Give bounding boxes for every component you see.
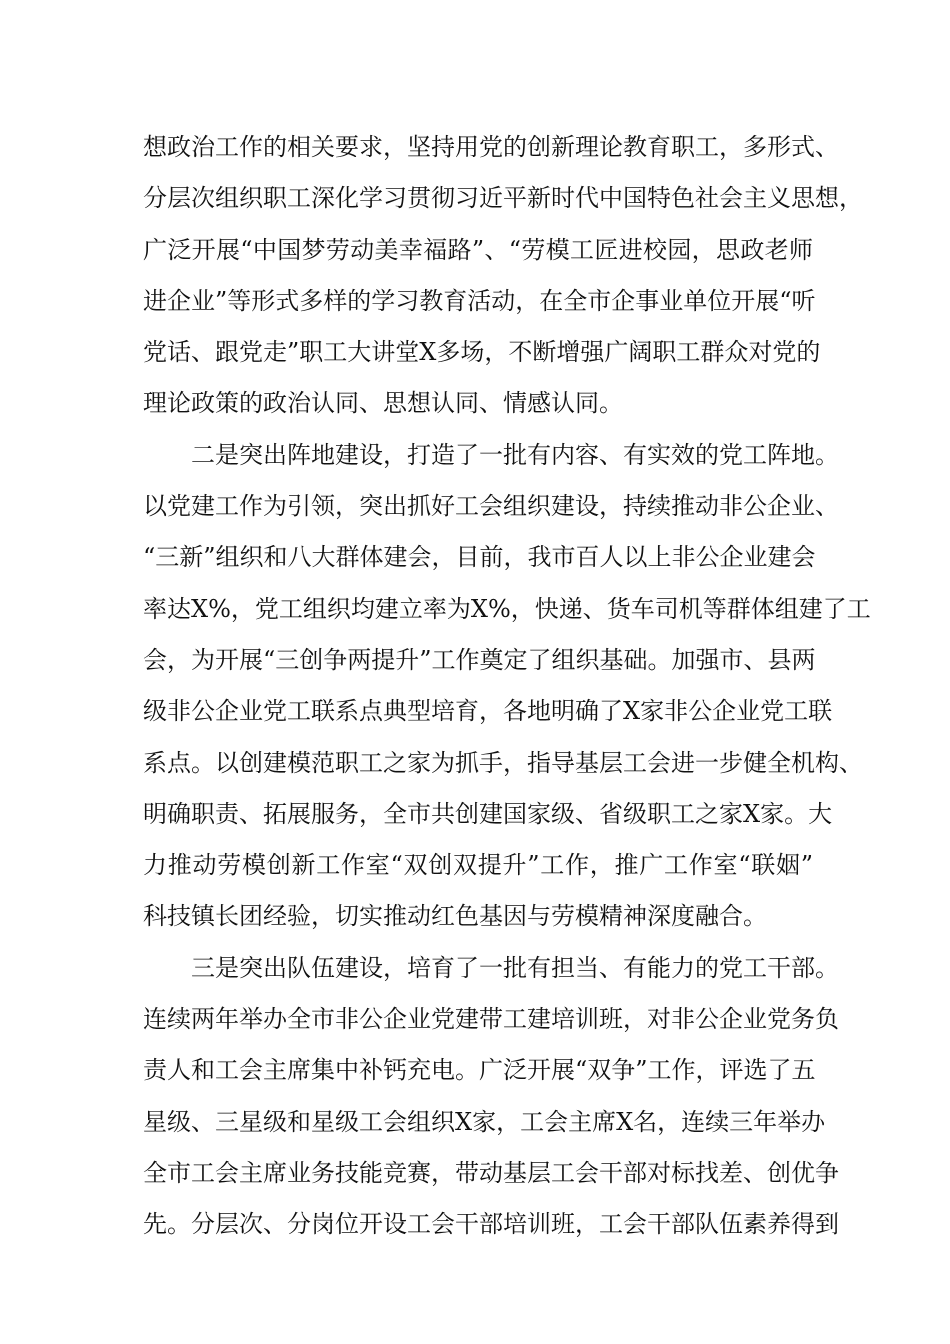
text-line: 科技镇长团经验，切实推动红色基因与劳模精神深度融合。 xyxy=(143,902,767,931)
text-line: 想政治工作的相关要求，坚持用党的创新理论教育职工，多形式、 xyxy=(143,133,839,161)
text-line: “三新”组织和八大群体建会，目前，我市百人以上非公企业建会 xyxy=(143,543,816,572)
text-line: 星级、三星级和星级工会组织X家，工会主席X名，连续三年举办 xyxy=(143,1107,826,1136)
paragraph-first-line: 三是突出队伍建设，培育了一批有担当、有能力的党工干部。 xyxy=(191,953,839,982)
text-line: 进企业”等形式多样的学习教育活动，在全市企事业单位开展“听 xyxy=(143,286,816,315)
text-line: 全市工会主席业务技能竞赛，带动基层工会干部对标找差、创优争 xyxy=(143,1158,839,1187)
body-text xyxy=(143,122,871,1251)
text-line: 率达X%，党工组织均建立率为X%，快递、货车司机等群体组建了工 xyxy=(143,594,871,623)
text-line: 责人和工会主席集中补钙充电。广泛开展“双争”工作，评选了五 xyxy=(143,1056,816,1085)
text-line: 广泛开展“中国梦劳动美幸福路”、“劳模工匠进校园，思政老师 xyxy=(143,235,813,264)
text-line: 会，为开展“三创争两提升”工作奠定了组织基础。加强市、县两 xyxy=(143,645,816,674)
text-line: 理论政策的政治认同、思想认同、情感认同。 xyxy=(143,389,623,418)
text-line: 力推动劳模创新工作室“双创双提升”工作，推广工作室“联姻” xyxy=(143,851,813,880)
paragraph-first-line: 二是突出阵地建设，打造了一批有内容、有实效的党工阵地。 xyxy=(191,440,839,469)
text-line: 分层次组织职工深化学习贯彻习近平新时代中国特色社会主义思想， xyxy=(143,184,863,213)
text-line: 明确职责、拓展服务，全市共创建国家级、省级职工之家X家。大 xyxy=(143,799,833,828)
text-line: 先。分层次、分岗位开设工会干部培训班，工会干部队伍素养得到 xyxy=(143,1210,839,1239)
text-line: 连续两年举办全市非公企业党建带工建培训班，对非公企业党务负 xyxy=(143,1005,839,1034)
text-line: 以党建工作为引领，突出抓好工会组织建设，持续推动非公企业、 xyxy=(143,492,839,521)
text-line: 党话、跟党走”职工大讲堂X多场，不断增强广阔职工群众对党的 xyxy=(143,338,821,367)
text-line: 级非公企业党工联系点典型培育，各地明确了X家非公企业党工联 xyxy=(143,697,833,726)
text-line: 系点。以创建模范职工之家为抓手，指导基层工会进一步健全机构、 xyxy=(143,748,863,777)
